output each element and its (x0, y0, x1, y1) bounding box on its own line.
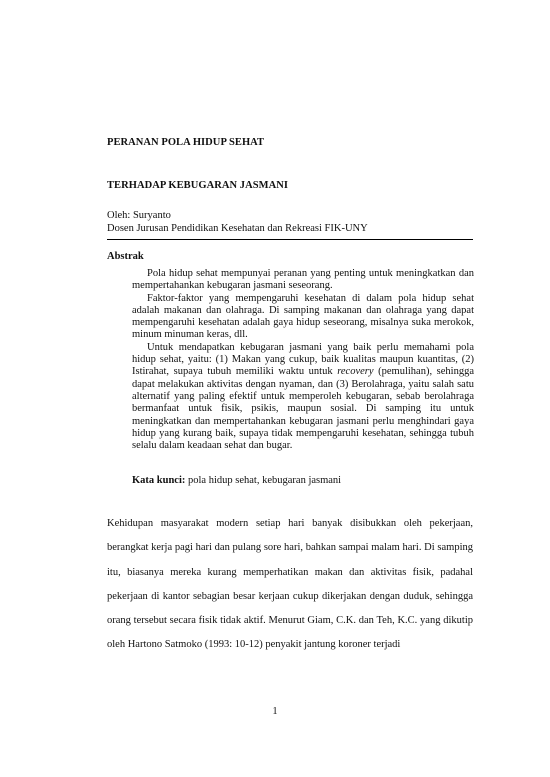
abstract-heading: Abstrak (107, 251, 144, 262)
abstract-p3-italic: recovery (337, 366, 374, 378)
keywords-text: pola hidup sehat, kebugaran jasmani (185, 475, 342, 486)
abstract-p3-start: Untuk mendapatkan kebugaran jasmani yang baik perlu memahami pola hidup sehat, yaitu: (1) Makan yang cukup, baik kualitas maupun kuantitas, (2) Istirahat, supaya tubuh memiliki waktu untuk (132, 341, 474, 378)
title-line-1: PERANAN POLA HIDUP SEHAT (107, 137, 265, 148)
header-divider (107, 239, 473, 240)
author-name: Oleh: Suryanto (107, 210, 171, 221)
abstract-p3-end: (pemulihan), sehingga dapat melakukan aktivitas dengan nyaman, dan (3) Berolahraga, yaitu salah satu alternatif yang paling efektif untuk memperoleh kebugaran, sebab berolahraga bermanfaat untuk fisik, psikis, maupun sosial. Di samping itu untuk meningkatkan dan mempertahankan kebugaran jasmani perlu menghindari gaya hidup yang kurang baik, supaya tidak mempengaruhi kesehatan, sehingga tubuh selalu dalam keadaan sehat dan bugar. (132, 366, 475, 452)
title-line-2: TERHADAP KEBUGARAN JASMANI (107, 180, 288, 191)
abstract-paragraph-3 (132, 342, 474, 453)
keywords-label: Kata kunci: (132, 475, 186, 486)
main-body (107, 512, 473, 658)
abstract-paragraph-2: Faktor-faktor yang mempengaruhi kesehatan di dalam pola hidup sehat adalah makanan dan olahraga. Di samping makanan dan olahraga yang dapat mempengaruhi kesehatan adalah gaya hidup seseorang, misalnya suka merokok, minum minuman keras, dll. (132, 292, 474, 341)
author-affiliation: Dosen Jurusan Pendidikan Kesehatan dan Rekreasi FIK-UNY (107, 223, 368, 234)
abstract-body (132, 268, 474, 452)
author-block (107, 209, 368, 235)
page-number: 1 (272, 706, 278, 717)
keywords (132, 475, 341, 486)
abstract-paragraph-1: Pola hidup sehat mempunyai peranan yang penting untuk meningkatkan dan mempertahankan kebugaran jasmani seseorang. (132, 268, 474, 292)
body-paragraph-1: Kehidupan masyarakat modern setiap hari banyak disibukkan oleh pekerjaan, berangkat kerja pagi hari dan pulang sore hari, bahkan sampai malam hari. Di samping itu, biasanya mereka kurang memperhatikan makan dan aktivitas fisik, padahal pekerjaan di kantor sebagian besar kerjaan cukup dikerjakan dengan duduk, sehingga orang tersebut secara fisik tidak aktif. Menurut Giam, C.K. dan Teh, K.C. yang dikutip oleh Hartono Satmoko (1993: 10-12) penyakit jantung koroner terjadi (107, 518, 473, 651)
